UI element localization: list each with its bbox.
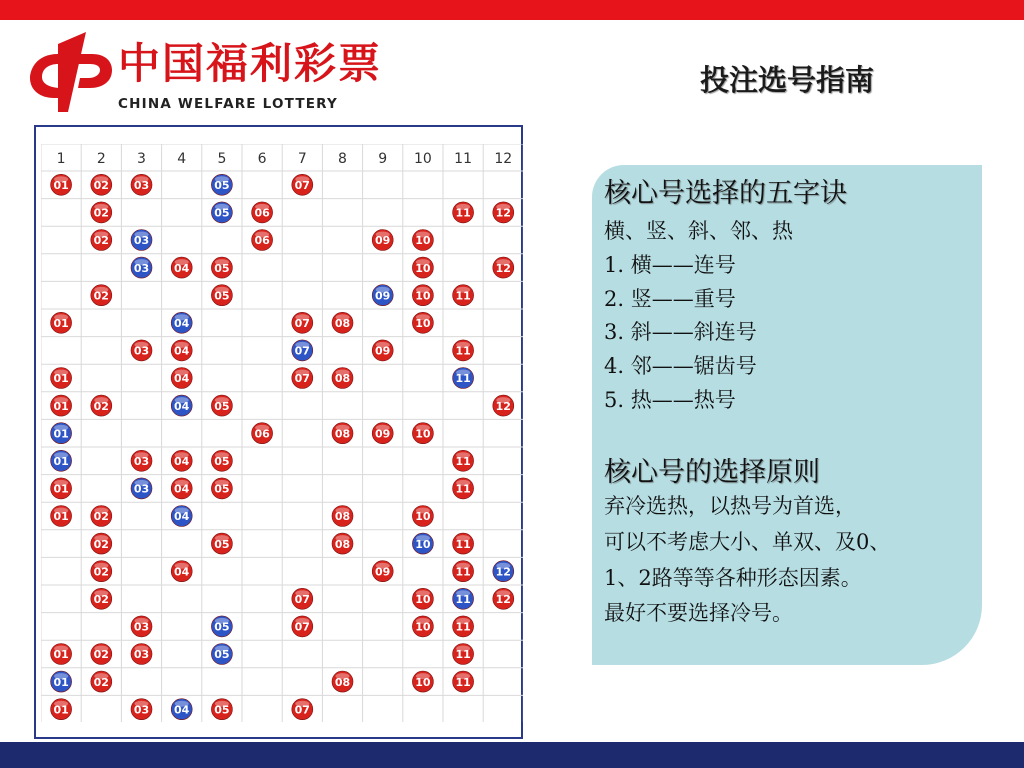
column-header: 5 xyxy=(217,151,227,167)
red-number-ball xyxy=(412,312,433,333)
ball-number: 05 xyxy=(214,289,230,303)
ball-number: 04 xyxy=(174,455,190,468)
number-trend-grid xyxy=(41,144,523,722)
ball-number: 01 xyxy=(53,427,69,441)
red-number-ball xyxy=(332,671,353,692)
blue-number-ball xyxy=(412,533,433,554)
red-number-ball xyxy=(91,561,112,582)
ball-number: 08 xyxy=(334,510,351,524)
rule-item: 5. 热——热号 xyxy=(604,388,736,412)
red-number-ball xyxy=(412,506,433,527)
red-number-ball xyxy=(412,671,433,692)
column-header: 6 xyxy=(257,151,267,167)
principle-line: 可以不考虑大小、单双、及0、 xyxy=(604,530,891,554)
blue-number-ball xyxy=(131,257,152,278)
blue-number-ball xyxy=(211,616,232,637)
red-number-ball xyxy=(292,616,313,637)
red-number-ball xyxy=(51,644,72,665)
brand-name-cn: 中国福利彩票 xyxy=(118,39,383,88)
ball-number: 03 xyxy=(133,482,150,496)
ball-number: 03 xyxy=(133,179,150,192)
red-number-ball xyxy=(131,450,152,471)
red-number-ball xyxy=(453,561,474,582)
red-number-ball xyxy=(252,423,273,444)
top-accent-bar xyxy=(0,0,1024,20)
column-header: 12 xyxy=(494,151,513,167)
red-number-ball xyxy=(91,506,112,527)
ball-number: 08 xyxy=(334,427,351,441)
ball-number: 06 xyxy=(254,234,270,248)
ball-number: 05 xyxy=(214,455,230,468)
ball-number: 03 xyxy=(133,648,150,662)
red-number-ball xyxy=(51,506,72,527)
red-number-ball xyxy=(91,533,112,554)
red-number-ball xyxy=(171,450,192,471)
ball-number: 03 xyxy=(133,703,150,717)
blue-number-ball xyxy=(292,340,313,361)
ball-number: 03 xyxy=(133,344,150,358)
ball-number: 11 xyxy=(455,675,471,689)
ball-number: 04 xyxy=(174,261,190,275)
ball-number: 12 xyxy=(495,261,511,275)
red-number-ball xyxy=(91,644,112,665)
ball-number: 04 xyxy=(174,703,190,717)
ball-number: 04 xyxy=(174,344,190,358)
principle-line: 弃冷选热，以热号为首选， xyxy=(604,494,856,518)
red-number-ball xyxy=(171,368,192,389)
ball-number: 01 xyxy=(53,675,69,689)
ball-number: 10 xyxy=(415,234,431,248)
ball-number: 07 xyxy=(294,179,310,192)
red-number-ball xyxy=(91,395,112,416)
red-number-ball xyxy=(332,312,353,333)
rule-item: 3. 斜——斜连号 xyxy=(604,320,757,344)
ball-number: 05 xyxy=(214,537,230,551)
red-number-ball xyxy=(332,533,353,554)
red-number-ball xyxy=(493,257,514,278)
blue-number-ball xyxy=(131,230,152,251)
ball-number: 03 xyxy=(133,455,150,468)
red-number-ball xyxy=(131,616,152,637)
red-number-ball xyxy=(91,671,112,692)
red-number-ball xyxy=(131,699,152,720)
ball-number: 12 xyxy=(495,593,511,606)
red-number-ball xyxy=(292,174,313,195)
ball-number: 10 xyxy=(415,427,431,441)
ball-number: 03 xyxy=(133,234,150,248)
red-number-ball xyxy=(51,368,72,389)
blue-number-ball xyxy=(493,561,514,582)
red-number-ball xyxy=(51,174,72,195)
ball-number: 09 xyxy=(375,289,391,303)
red-number-ball xyxy=(332,368,353,389)
ball-number: 04 xyxy=(174,510,190,524)
ball-number: 09 xyxy=(375,427,391,441)
red-number-ball xyxy=(453,644,474,665)
ball-number: 11 xyxy=(455,537,471,551)
ball-number: 02 xyxy=(93,675,109,689)
ball-number: 01 xyxy=(53,455,69,468)
ball-number: 02 xyxy=(93,593,109,606)
ball-number: 12 xyxy=(495,565,511,579)
column-header: 1 xyxy=(56,151,66,167)
red-number-ball xyxy=(412,285,433,306)
heading-five-character-rule: 核心号选择的五字诀 xyxy=(604,178,847,209)
ball-number: 03 xyxy=(133,261,150,275)
ball-number: 02 xyxy=(93,537,109,551)
red-number-ball xyxy=(252,202,273,223)
red-number-ball xyxy=(252,230,273,251)
blue-number-ball xyxy=(51,671,72,692)
ball-number: 10 xyxy=(415,620,431,634)
ball-number: 01 xyxy=(53,482,69,496)
ball-number: 05 xyxy=(214,179,230,192)
ball-number: 01 xyxy=(53,317,69,330)
ball-number: 04 xyxy=(174,482,190,496)
ball-number: 05 xyxy=(214,703,230,717)
info-panel xyxy=(592,165,982,665)
red-number-ball xyxy=(453,202,474,223)
red-number-ball xyxy=(171,478,192,499)
red-number-ball xyxy=(51,312,72,333)
ball-number: 10 xyxy=(415,510,431,524)
red-number-ball xyxy=(211,699,232,720)
ball-number: 11 xyxy=(455,482,471,496)
red-number-ball xyxy=(453,671,474,692)
blue-number-ball xyxy=(51,423,72,444)
red-number-ball xyxy=(91,230,112,251)
red-number-ball xyxy=(412,423,433,444)
ball-number: 02 xyxy=(93,648,109,662)
ball-number: 08 xyxy=(334,537,351,551)
blue-number-ball xyxy=(131,478,152,499)
red-number-ball xyxy=(292,699,313,720)
column-header: 9 xyxy=(378,151,388,167)
red-number-ball xyxy=(91,174,112,195)
red-number-ball xyxy=(51,699,72,720)
ball-number: 04 xyxy=(174,372,190,386)
blue-number-ball xyxy=(171,506,192,527)
red-number-ball xyxy=(372,561,393,582)
heading-selection-principle: 核心号的选择原则 xyxy=(604,457,820,488)
brand-logo xyxy=(28,32,383,114)
ball-number: 07 xyxy=(294,593,310,606)
ball-number: 07 xyxy=(294,344,310,358)
ball-number: 07 xyxy=(294,317,310,330)
ball-number: 01 xyxy=(53,399,69,413)
ball-number: 08 xyxy=(334,317,351,330)
column-header: 4 xyxy=(177,151,187,167)
ball-number: 02 xyxy=(93,565,109,579)
ball-number: 05 xyxy=(214,206,230,220)
blue-number-ball xyxy=(171,395,192,416)
ball-number: 12 xyxy=(495,206,511,220)
ball-number: 05 xyxy=(214,399,230,413)
red-number-ball xyxy=(292,368,313,389)
red-number-ball xyxy=(453,450,474,471)
ball-number: 11 xyxy=(455,372,471,386)
rule-item: 4. 邻——锯齿号 xyxy=(604,354,757,378)
ball-number: 10 xyxy=(415,289,431,303)
red-number-ball xyxy=(453,340,474,361)
ball-number: 11 xyxy=(455,289,471,303)
rule-item: 2. 竖——重号 xyxy=(604,287,736,311)
brand-name-en: CHINA WELFARE LOTTERY xyxy=(118,96,339,112)
ball-number: 02 xyxy=(93,206,109,220)
blue-number-ball xyxy=(211,202,232,223)
ball-number: 11 xyxy=(455,648,471,662)
red-number-ball xyxy=(211,257,232,278)
ball-number: 07 xyxy=(294,372,310,386)
bottom-accent-bar xyxy=(0,742,1024,768)
ball-number: 12 xyxy=(495,399,511,413)
red-number-ball xyxy=(171,340,192,361)
number-trend-grid-panel xyxy=(34,125,523,739)
red-number-ball xyxy=(131,644,152,665)
ball-number: 01 xyxy=(53,179,69,192)
red-number-ball xyxy=(332,506,353,527)
ball-number: 09 xyxy=(375,344,391,358)
ball-number: 11 xyxy=(455,344,471,358)
ball-number: 10 xyxy=(415,261,431,275)
red-number-ball xyxy=(292,588,313,609)
red-number-ball xyxy=(412,616,433,637)
ball-number: 10 xyxy=(415,675,431,689)
ball-number: 02 xyxy=(93,179,109,192)
ball-number: 07 xyxy=(294,703,310,717)
five-character-subtitle: 横、竖、斜、邻、热 xyxy=(604,219,793,243)
red-number-ball xyxy=(453,533,474,554)
red-number-ball xyxy=(493,202,514,223)
blue-number-ball xyxy=(211,174,232,195)
ball-number: 04 xyxy=(174,317,190,330)
red-number-ball xyxy=(91,285,112,306)
ball-number: 08 xyxy=(334,675,351,689)
ball-number: 05 xyxy=(214,261,230,275)
ball-number: 01 xyxy=(53,703,69,717)
red-number-ball xyxy=(453,478,474,499)
principle-line: 1、2路等等各种形态因素。 xyxy=(604,566,862,590)
blue-number-ball xyxy=(171,312,192,333)
red-number-ball xyxy=(171,257,192,278)
red-number-ball xyxy=(211,450,232,471)
red-number-ball xyxy=(131,340,152,361)
ball-number: 11 xyxy=(455,455,471,468)
ball-number: 08 xyxy=(334,372,351,386)
red-number-ball xyxy=(453,285,474,306)
ball-number: 05 xyxy=(214,620,230,634)
blue-number-ball xyxy=(51,450,72,471)
red-number-ball xyxy=(372,423,393,444)
red-number-ball xyxy=(372,340,393,361)
column-header: 3 xyxy=(137,151,146,167)
red-number-ball xyxy=(493,395,514,416)
red-number-ball xyxy=(453,616,474,637)
ball-number: 11 xyxy=(455,620,471,634)
ball-number: 04 xyxy=(174,565,190,579)
blue-number-ball xyxy=(453,368,474,389)
ball-number: 10 xyxy=(415,593,431,606)
ball-number: 11 xyxy=(455,593,471,606)
column-header: 10 xyxy=(413,151,432,167)
rule-item: 1. 横——连号 xyxy=(604,253,736,277)
red-number-ball xyxy=(211,478,232,499)
red-number-ball xyxy=(91,202,112,223)
ball-number: 11 xyxy=(455,206,471,220)
principle-line: 最好不要选择冷号。 xyxy=(604,601,793,625)
blue-number-ball xyxy=(211,644,232,665)
column-header: 11 xyxy=(454,151,473,167)
ball-number: 02 xyxy=(93,234,109,248)
ball-number: 01 xyxy=(53,510,69,524)
column-header: 7 xyxy=(297,151,307,167)
ball-number: 02 xyxy=(93,510,109,524)
blue-number-ball xyxy=(372,285,393,306)
ball-number: 01 xyxy=(53,372,69,386)
welfare-lottery-logo-icon xyxy=(28,32,112,112)
ball-number: 07 xyxy=(294,620,310,634)
red-number-ball xyxy=(412,257,433,278)
ball-number: 02 xyxy=(93,399,109,413)
red-number-ball xyxy=(131,174,152,195)
red-number-ball xyxy=(91,588,112,609)
ball-number: 04 xyxy=(174,399,190,413)
blue-number-ball xyxy=(453,588,474,609)
ball-number: 06 xyxy=(254,427,270,441)
ball-number: 05 xyxy=(214,482,230,496)
ball-number: 09 xyxy=(375,565,391,579)
red-number-ball xyxy=(412,230,433,251)
red-number-ball xyxy=(292,312,313,333)
red-number-ball xyxy=(493,588,514,609)
ball-number: 05 xyxy=(214,648,230,662)
red-number-ball xyxy=(211,285,232,306)
ball-number: 11 xyxy=(455,565,471,579)
ball-number: 10 xyxy=(415,317,431,330)
ball-number: 09 xyxy=(375,234,391,248)
red-number-ball xyxy=(412,588,433,609)
red-number-ball xyxy=(211,533,232,554)
red-number-ball xyxy=(51,395,72,416)
red-number-ball xyxy=(332,423,353,444)
red-number-ball xyxy=(211,395,232,416)
page-title: 投注选号指南 xyxy=(700,63,875,97)
red-number-ball xyxy=(51,478,72,499)
ball-number: 03 xyxy=(133,620,150,634)
ball-number: 06 xyxy=(254,206,270,220)
ball-number: 01 xyxy=(53,648,69,662)
column-header: 2 xyxy=(96,151,106,167)
red-number-ball xyxy=(171,561,192,582)
red-number-ball xyxy=(372,230,393,251)
blue-number-ball xyxy=(171,699,192,720)
ball-number: 10 xyxy=(415,537,431,551)
column-header: 8 xyxy=(338,151,347,167)
ball-number: 02 xyxy=(93,289,109,303)
